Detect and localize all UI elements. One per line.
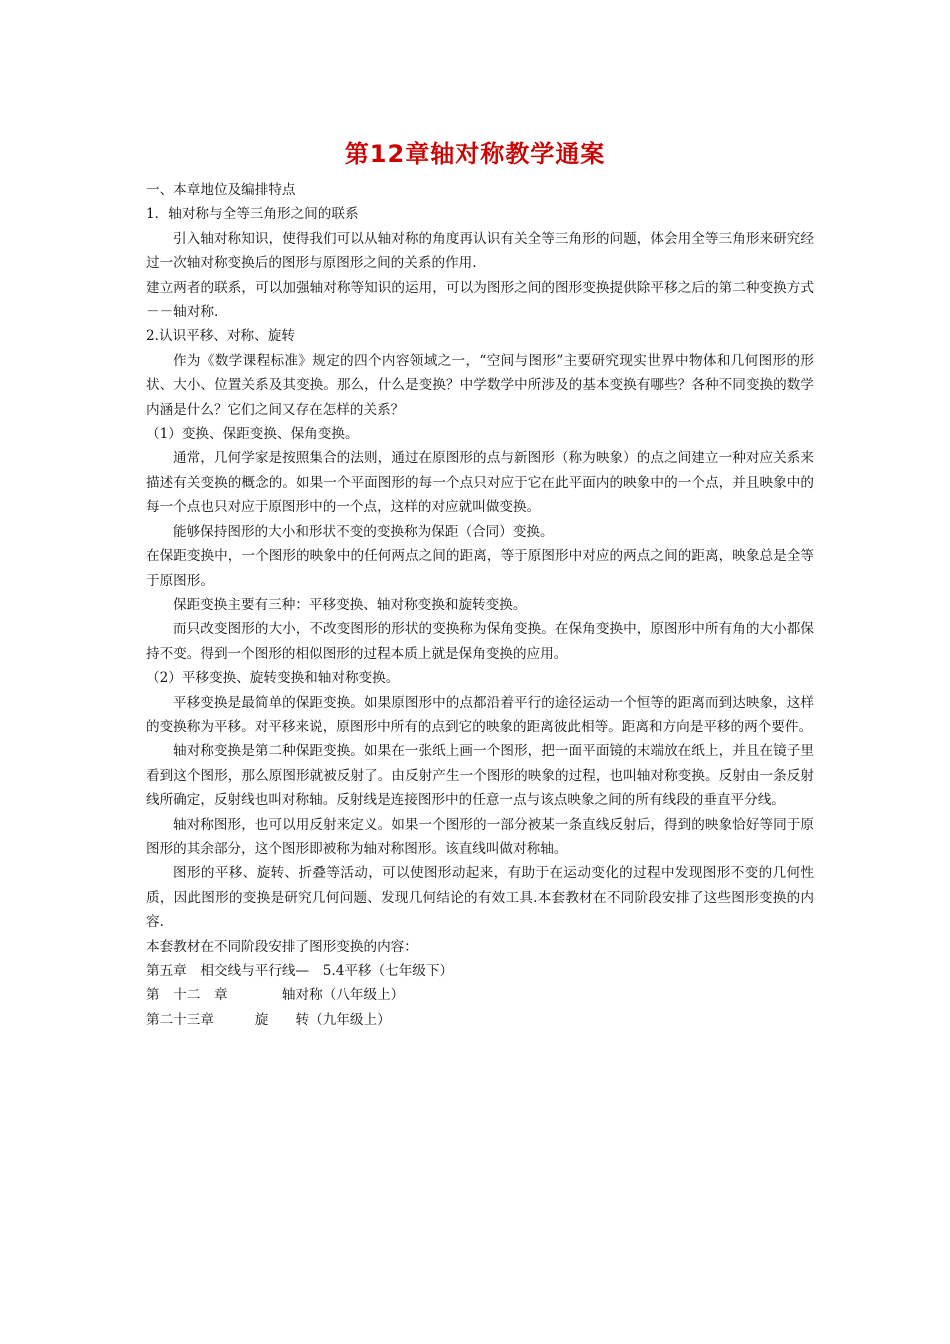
body-paragraph: 通常，几何学家是按照集合的法则，通过在原图形的点与新图形（称为映象）的点之间建立一种对应关系来描述有关变换的概念的。如果一个平面图形的每一个点只对应于它在此平面内的映象中的一个点，并且映象中的每一个点也只对应于原图形中的一个点，这样的对应就叫做变换。 [146,450,814,516]
body-paragraph: 作为《数学课程标准》规定的四个内容领域之一，“空间与图形”主要研究现实世界中物体和几何图形的形状、大小、位置关系及其变换。那么，什么是变换？中学数学中所涉及的基本变换有哪些？各种不同变换的数学内涵是什么？它们之间又存在怎样的关系？ [146,352,814,418]
chapter-list-item: 第二十三章 旋 转（九年级上） [146,1011,391,1028]
subsection-heading: （1）变换、保距变换、保角变换。 [146,426,359,443]
body-paragraph: 平移变换是最简单的保距变换。如果原图形中的点都沿着平行的途径运动一个恒等的距离而到达映象，这样的变换称为平移。对平移来说，原图形中所有的点到它的映象的距离彼此相等。距离和方向是平移的两个要件。 [146,694,814,735]
document-title: 第12章轴对称教学通案 [344,140,606,168]
body-paragraph: 本套教材在不同阶段安排了图形变换的内容： [146,938,418,955]
body-paragraph: 而只改变图形的大小，不改变图形的形状的变换称为保角变换。在保角变换中，原图形中所有角的大小都保持不变。得到一个图形的相似图形的过程本质上就是保角变换的应用。 [146,621,814,662]
body-paragraph: 能够保持图形的大小和形状不变的变换称为保距（合同）变换。 [173,523,554,540]
body-paragraph: 图形的平移、旋转、折叠等活动，可以使图形动起来，有助于在运动变化的过程中发现图形不变的几何性质，因此图形的变换是研究几何问题、发现几何结论的有效工具.本套教材在不同阶段安排了这些图形变换的内容. [146,865,814,931]
subsection-heading: （2）平移变换、旋转变换和轴对称变换。 [146,670,400,687]
section-heading: 一、本章地位及编排特点 [146,182,296,198]
chapter-list-item: 第五章 相交线与平行线— 5.4平移（七年级下） [146,963,454,979]
body-paragraph: 轴对称图形，也可以用反射来定义。如果一个图形的一部分被某一条直线反射后，得到的映象恰好等同于原图形的其余部分，这个图形即被称为轴对称图形。该直线叫做对称轴。 [146,816,814,857]
subsection-heading: 1．轴对称与全等三角形之间的联系 [146,206,359,223]
body-paragraph: 保距变换主要有三种：平移变换、轴对称变换和旋转变换。 [173,596,527,613]
chapter-list-item: 第 十二 章 轴对称（八年级上） [146,987,405,1004]
body-paragraph: 引入轴对称知识，使得我们可以从轴对称的角度再认识有关全等三角形的问题，体会用全等三角形来研究经过一次轴对称变换后的图形与原图形之间的关系的作用. [146,230,814,272]
document-body [146,178,814,1032]
body-paragraph: 轴对称变换是第二种保距变换。如果在一张纸上画一个图形，把一面平面镜的末端放在纸上，并且在镜子里看到这个图形，那么原图形就被反射了。由反射产生一个图形的映象的过程，也叫轴对称变换。反射由一条反射线所确定，反射线也叫对称轴。反射线是连接图形中的任意一点与该点映象之间的所有线段的垂直平分线。 [146,743,814,809]
body-paragraph: 在保距变换中，一个图形的映象中的任何两点之间的距离，等于原图形中对应的两点之间的距离，映象总是全等于原图形。 [146,548,814,589]
subsection-heading: 2.认识平移、对称、旋转 [146,328,295,345]
body-paragraph: 建立两者的联系，可以加强轴对称等知识的运用，可以为图形之间的图形变换提供除平移之后的第二种变换方式－－轴对称. [146,279,814,321]
